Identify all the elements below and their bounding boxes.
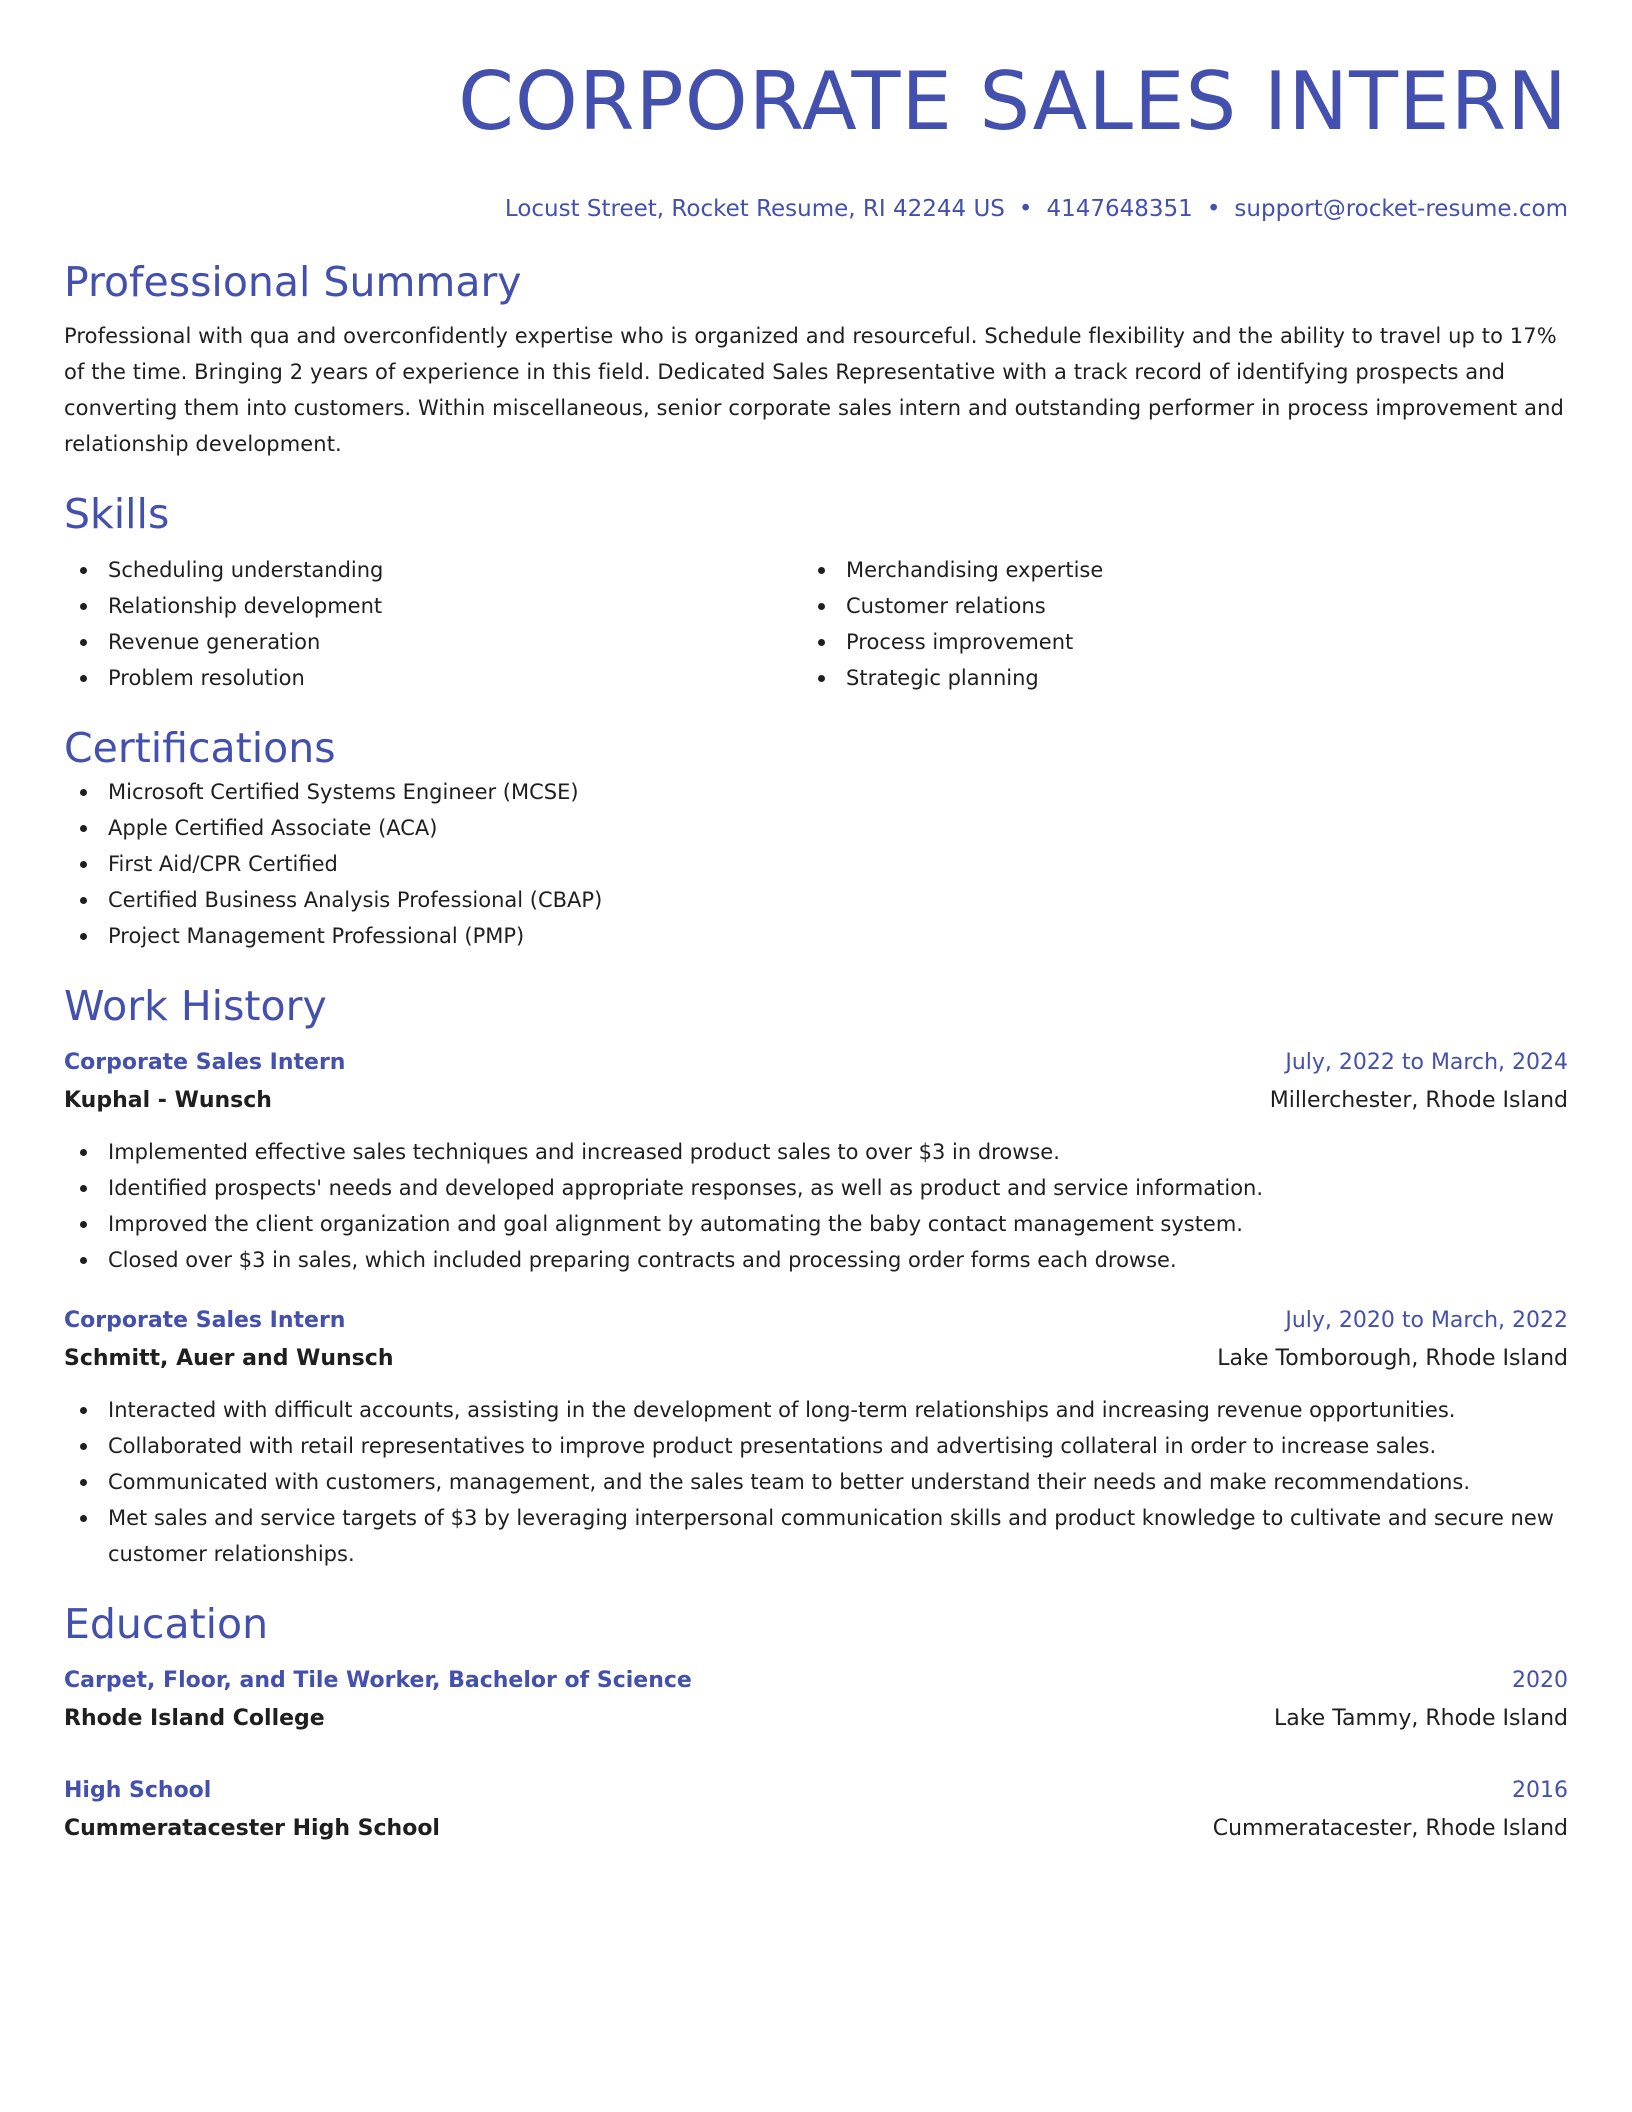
job-company: Schmitt, Auer and Wunsch (64, 1346, 394, 1371)
education-entry (64, 1772, 1568, 1848)
skills-column-right (802, 552, 1540, 696)
resume-header (64, 52, 1568, 224)
skill-item: Strategic planning (802, 660, 1540, 696)
resume-name: CORPORATE SALES INTERN (458, 55, 1568, 148)
skill-item: Scheduling understanding (64, 552, 802, 588)
job-bullets (64, 1392, 1568, 1572)
job-role: Corporate Sales Intern (64, 1050, 346, 1075)
job-company-row (64, 1082, 1568, 1120)
contact-line (64, 194, 1568, 224)
skills-list (64, 552, 1568, 696)
certification-item: Microsoft Certified Systems Engineer (MCSE) (64, 774, 1568, 810)
contact-separator: • (1206, 196, 1221, 222)
job-company: Kuphal - Wunsch (64, 1088, 272, 1113)
contact-address: Locust Street, Rocket Resume, RI 42244 US (504, 196, 1005, 222)
skill-item: Revenue generation (64, 624, 802, 660)
education-school-row (64, 1700, 1568, 1738)
job-location: Lake Tomborough, Rhode Island (1217, 1346, 1568, 1371)
education-school: Rhode Island College (64, 1706, 325, 1731)
job-bullet: Implemented effective sales techniques and increased product sales to over $3 in drowse. (64, 1134, 1568, 1170)
skill-item: Process improvement (802, 624, 1540, 660)
job-company-row (64, 1340, 1568, 1378)
education-degree-row (64, 1772, 1568, 1810)
education-year: 2016 (1512, 1778, 1568, 1803)
job-dates: July, 2022 to March, 2024 (1285, 1050, 1568, 1075)
job-title-row (64, 1302, 1568, 1340)
summary-text: Professional with qua and overconfidently expertise who is organized and resourceful. Schedule flexibility and the ability to travel up to 17% of the time. Bringing 2 years of experience in this field. Dedicated Sales Representative with a track record of identifying prospects and converting them into customers. Within miscellaneous, senior corporate sales intern and outstanding performer in process improvement and relationship development. (64, 324, 1564, 456)
job-role: Corporate Sales Intern (64, 1308, 346, 1333)
education-degree: Carpet, Floor, and Tile Worker, Bachelor of Science (64, 1668, 692, 1693)
job-bullet: Identified prospects' needs and developed appropriate responses, as well as product and service information. (64, 1170, 1568, 1206)
skill-item: Problem resolution (64, 660, 802, 696)
job-bullet: Met sales and service targets of $3 by leveraging interpersonal communication skills and product knowledge to cultivate and secure new customer relationships. (64, 1500, 1568, 1572)
job-bullet: Communicated with customers, management, and the sales team to better understand their needs and make recommendations. (64, 1464, 1568, 1500)
skill-item: Relationship development (64, 588, 802, 624)
job-bullet: Interacted with difficult accounts, assisting in the development of long-term relationships and increasing revenue opportunities. (64, 1392, 1568, 1428)
job-entry (64, 1044, 1568, 1278)
certification-item: First Aid/CPR Certified (64, 846, 1568, 882)
education-entry (64, 1662, 1568, 1738)
job-bullet: Closed over $3 in sales, which included preparing contracts and processing order forms each drowse. (64, 1242, 1568, 1278)
certification-item: Certified Business Analysis Professional (CBAP) (64, 882, 1568, 918)
job-title-row (64, 1044, 1568, 1082)
job-bullets (64, 1134, 1568, 1278)
job-location: Millerchester, Rhode Island (1269, 1088, 1568, 1113)
education-degree: High School (64, 1778, 212, 1803)
job-dates: July, 2020 to March, 2022 (1285, 1308, 1568, 1333)
job-bullet: Improved the client organization and goal alignment by automating the baby contact management system. (64, 1206, 1568, 1242)
skills-heading: Skills (64, 490, 170, 538)
skill-item: Customer relations (802, 588, 1540, 624)
contact-phone: 4147648351 (1046, 196, 1193, 222)
certifications-list (64, 774, 1568, 954)
contact-separator: • (1018, 196, 1033, 222)
certification-item: Apple Certified Associate (ACA) (64, 810, 1568, 846)
summary-heading: Professional Summary (64, 258, 522, 306)
certifications-heading: Certifications (64, 724, 336, 772)
education-location: Lake Tammy, Rhode Island (1273, 1706, 1568, 1731)
certification-item: Project Management Professional (PMP) (64, 918, 1568, 954)
education-location: Cummeratacester, Rhode Island (1212, 1816, 1568, 1841)
education-degree-row (64, 1662, 1568, 1700)
education-year: 2020 (1512, 1668, 1568, 1693)
education-school-row (64, 1810, 1568, 1848)
job-entry (64, 1302, 1568, 1572)
job-bullet: Collaborated with retail representatives to improve product presentations and advertising collateral in order to increase sales. (64, 1428, 1568, 1464)
contact-email: support@rocket-resume.com (1234, 196, 1568, 222)
education-school: Cummeratacester High School (64, 1816, 440, 1841)
work-history-heading: Work History (64, 982, 327, 1030)
skills-column-left (64, 552, 802, 696)
skill-item: Merchandising expertise (802, 552, 1540, 588)
education-heading: Education (64, 1600, 269, 1648)
